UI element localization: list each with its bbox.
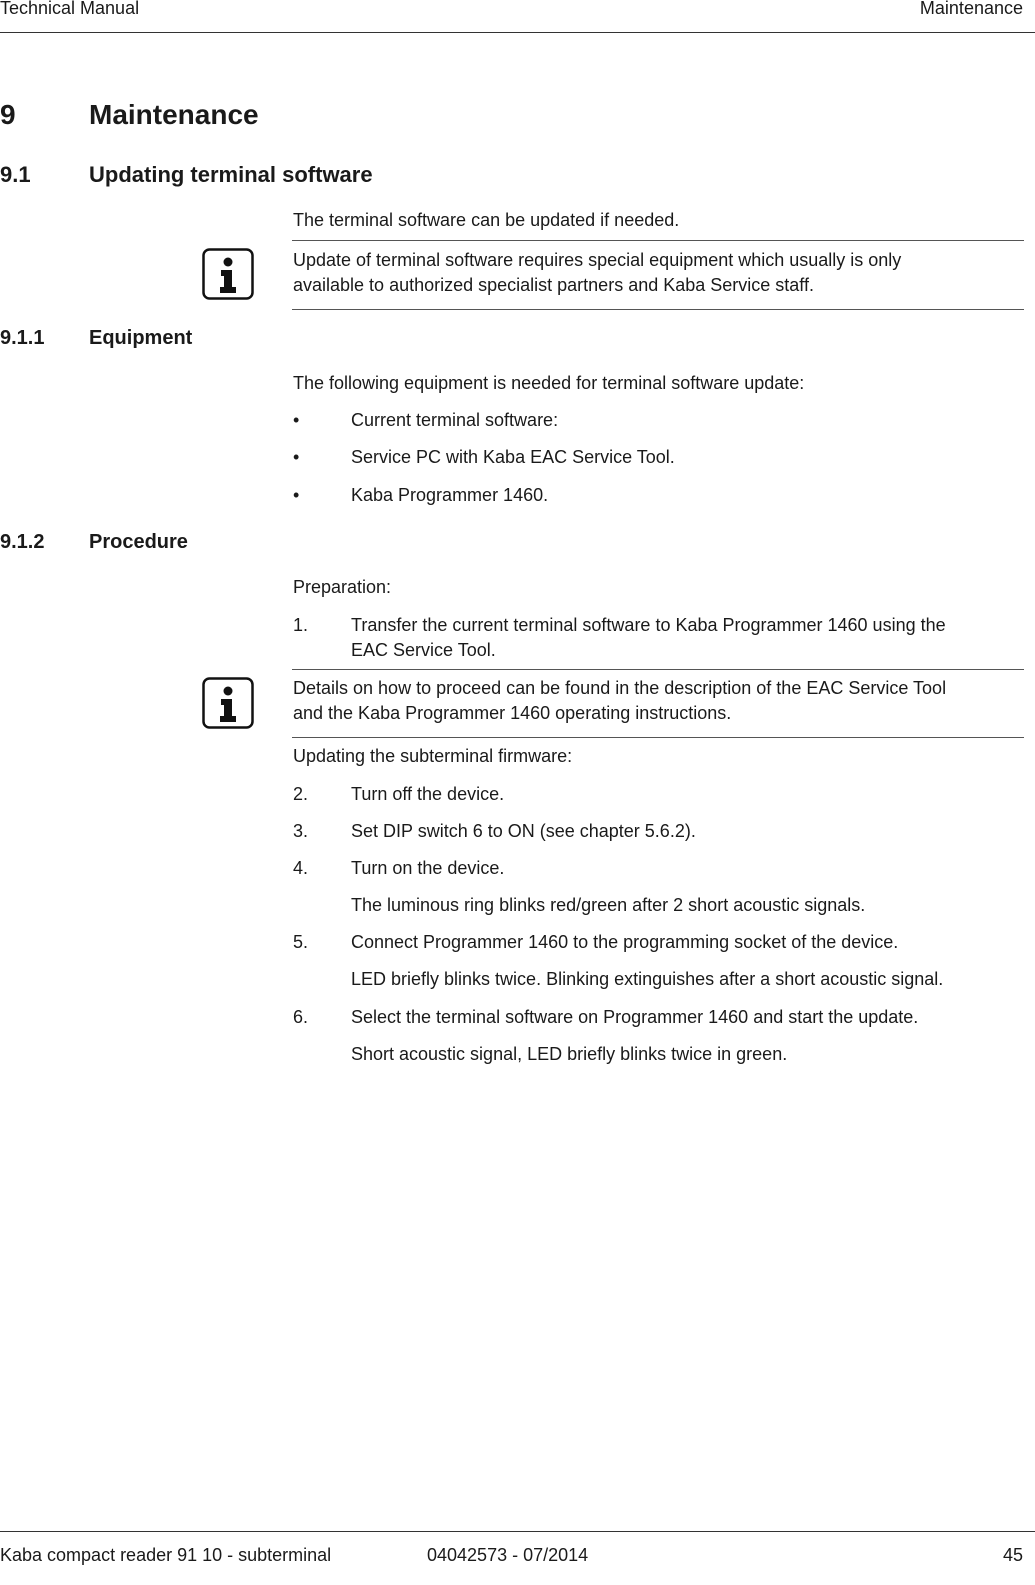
- step-result: Short acoustic signal, LED briefly blinks twice in green.: [351, 1044, 788, 1064]
- running-header-right: Maintenance: [919, 0, 1023, 18]
- note-text: [293, 248, 1023, 298]
- note-bottom-rule: [292, 737, 1024, 738]
- step-number: 5.: [293, 932, 309, 952]
- subsubsection-number: 9.1.1: [0, 327, 45, 349]
- step-text: Turn off the device.: [351, 784, 505, 804]
- info-icon: [202, 248, 254, 300]
- note-line: Update of terminal software requires special equipment which usually is only: [293, 250, 902, 270]
- subsubsection-title: Procedure: [89, 531, 188, 553]
- subsection-number: 9.1: [0, 162, 31, 187]
- step-text: [351, 613, 1023, 663]
- step-line: EAC Service Tool.: [351, 640, 496, 660]
- info-icon: [202, 677, 254, 729]
- page-number: 45: [1002, 1545, 1023, 1565]
- header-divider: [0, 32, 1035, 33]
- preparation-label: Preparation:: [293, 577, 392, 597]
- step-number: 4.: [293, 858, 309, 878]
- note-top-rule: [292, 669, 1024, 670]
- running-header-left: Technical Manual: [0, 0, 140, 18]
- step-result: LED briefly blinks twice. Blinking extinguishes after a short acoustic signal.: [351, 969, 944, 989]
- section-number: 9: [0, 99, 16, 130]
- note-top-rule: [292, 240, 1024, 241]
- step-result: The luminous ring blinks red/green after 2 short acoustic signals.: [351, 895, 866, 915]
- bullet: •: [293, 410, 300, 430]
- step-text: Connect Programmer 1460 to the programming socket of the device.: [351, 932, 899, 952]
- list-item: Kaba Programmer 1460.: [351, 485, 549, 505]
- note-line: Details on how to proceed can be found in the description of the EAC Service Tool: [293, 678, 947, 698]
- step-number: 6.: [293, 1007, 309, 1027]
- footer-product: Kaba compact reader 91 10 - subterminal: [0, 1545, 332, 1565]
- footer-divider: [0, 1531, 1035, 1532]
- list-item: Service PC with Kaba EAC Service Tool.: [351, 447, 675, 467]
- subsubsection-title: Equipment: [89, 327, 193, 349]
- bullet: •: [293, 485, 300, 505]
- bullet: •: [293, 447, 300, 467]
- footer-doc-code: 04042573 - 07/2014: [427, 1545, 589, 1565]
- subsection-title: Updating terminal software: [89, 162, 373, 187]
- section-title: Maintenance: [89, 99, 259, 130]
- step-number: 1.: [293, 615, 309, 635]
- step-number: 3.: [293, 821, 309, 841]
- updating-label: Updating the subterminal firmware:: [293, 746, 573, 766]
- list-item: Current terminal software:: [351, 410, 559, 430]
- step-line: Transfer the current terminal software to Kaba Programmer 1460 using the: [351, 615, 946, 635]
- subsection-intro: The terminal software can be updated if needed.: [293, 210, 680, 230]
- note-line: and the Kaba Programmer 1460 operating instructions.: [293, 703, 732, 723]
- subsubsection-number: 9.1.2: [0, 531, 45, 553]
- equipment-intro: The following equipment is needed for terminal software update:: [293, 373, 805, 393]
- step-number: 2.: [293, 784, 309, 804]
- note-line: available to authorized specialist partners and Kaba Service staff.: [293, 275, 814, 295]
- note-bottom-rule: [292, 309, 1024, 310]
- step-text: Turn on the device.: [351, 858, 505, 878]
- note-text: [293, 676, 1023, 726]
- step-text: Select the terminal software on Programmer 1460 and start the update.: [351, 1007, 919, 1027]
- step-text: Set DIP switch 6 to ON (see chapter 5.6.2).: [351, 821, 696, 841]
